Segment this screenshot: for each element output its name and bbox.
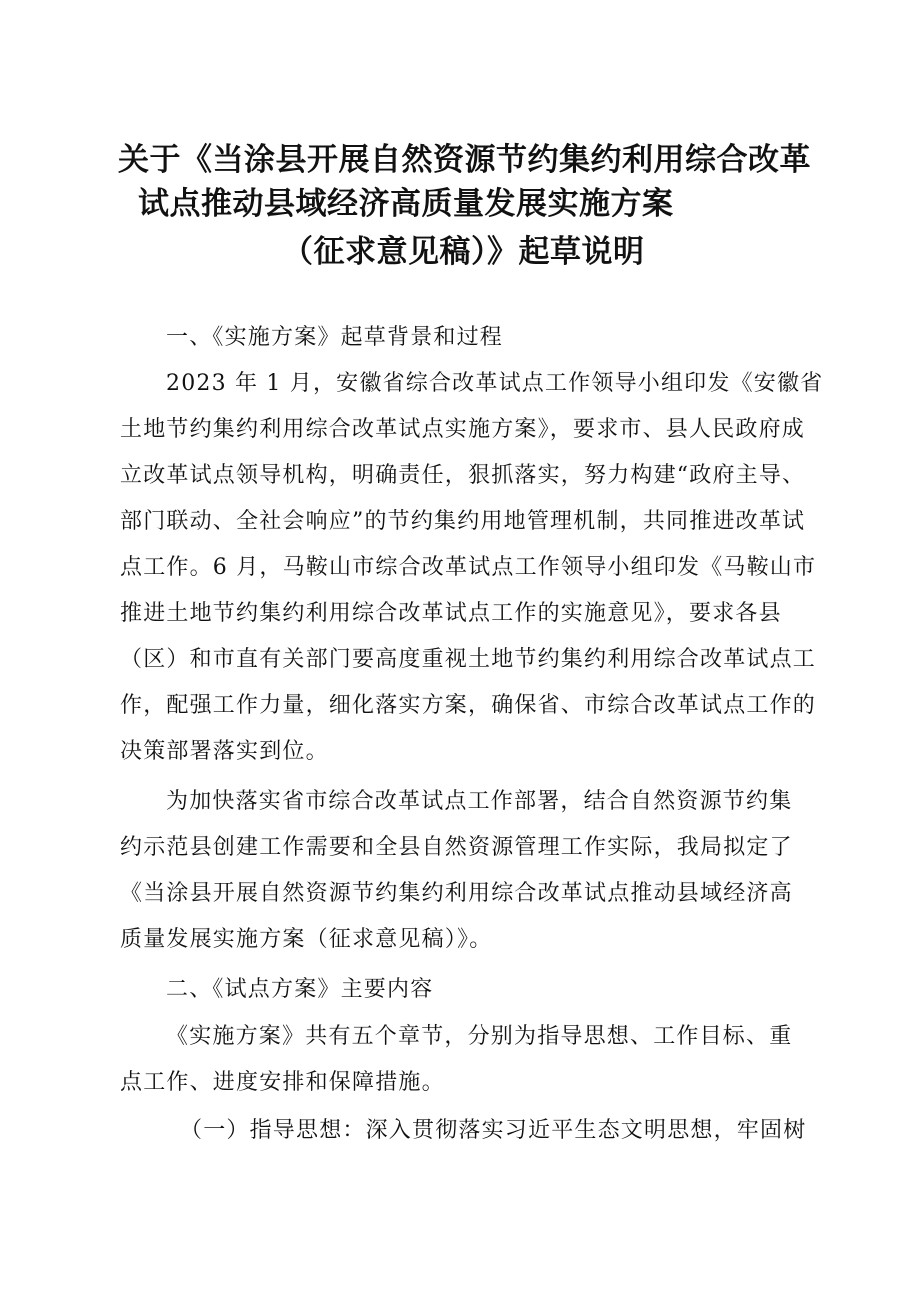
paragraph-line: （区）和市直有关部门要高度重视土地节约集约利用综合改革试点工: [120, 647, 817, 672]
paragraph-line: 质量发展实施方案（征求意见稿）》。: [120, 927, 493, 952]
paragraph-line: 《当涂县开展自然资源节约集约利用综合改革试点推动县域经济高: [120, 881, 793, 906]
document-title-line-3: （征求意见稿）》起草说明: [282, 234, 645, 270]
paragraph-line: 部门联动、全社会响应”的节约集约用地管理机制，共同推进改革试: [120, 509, 806, 534]
paragraph-line: 推进土地节约集约利用综合改革试点工作的实施意见》，要求各县: [120, 601, 782, 626]
paragraph-line: 点工作、进度安排和保障措施。: [120, 1070, 445, 1095]
paragraph-line: 决策部署落实到位。: [120, 739, 329, 764]
paragraph-line: 作，配强工作力量，细化落实方案，确保省、市综合改革试点工作的: [120, 693, 817, 718]
section-heading-1: 一、《实施方案》起草背景和过程: [166, 325, 504, 350]
paragraph-line: 立改革试点领导机构，明确责任，狠抓落实，努力构建“政府主导、: [120, 463, 806, 488]
paragraph-line: （一）指导思想：深入贯彻落实习近平生态文明思想，牢固树: [180, 1118, 807, 1143]
paragraph-line: 2023 年 1 月，安徽省综合改革试点工作领导小组印发《安徽省: [166, 371, 824, 396]
document-title-line-1: 关于《当涂县开展自然资源节约集约利用综合改革: [118, 142, 811, 178]
paragraph-line: 点工作。6 月，马鞍山市综合改革试点工作领导小组印发《马鞍山市: [120, 555, 817, 580]
paragraph-line: 《实施方案》共有五个章节，分别为指导思想、工作目标、重: [166, 1024, 793, 1049]
paragraph-line: 约示范县创建工作需要和全县自然资源管理工作实际，我局拟定了: [120, 835, 793, 860]
paragraph-line: 土地节约集约利用综合改革试点实施方案》，要求市、县人民政府成: [120, 417, 806, 442]
document-title-line-2: 试点推动县域经济高质量发展实施方案: [138, 186, 674, 222]
section-heading-2: 二、《试点方案》主要内容: [166, 977, 434, 1002]
paragraph-line: 为加快落实省市综合改革试点工作部署，结合自然资源节约集: [166, 789, 793, 814]
